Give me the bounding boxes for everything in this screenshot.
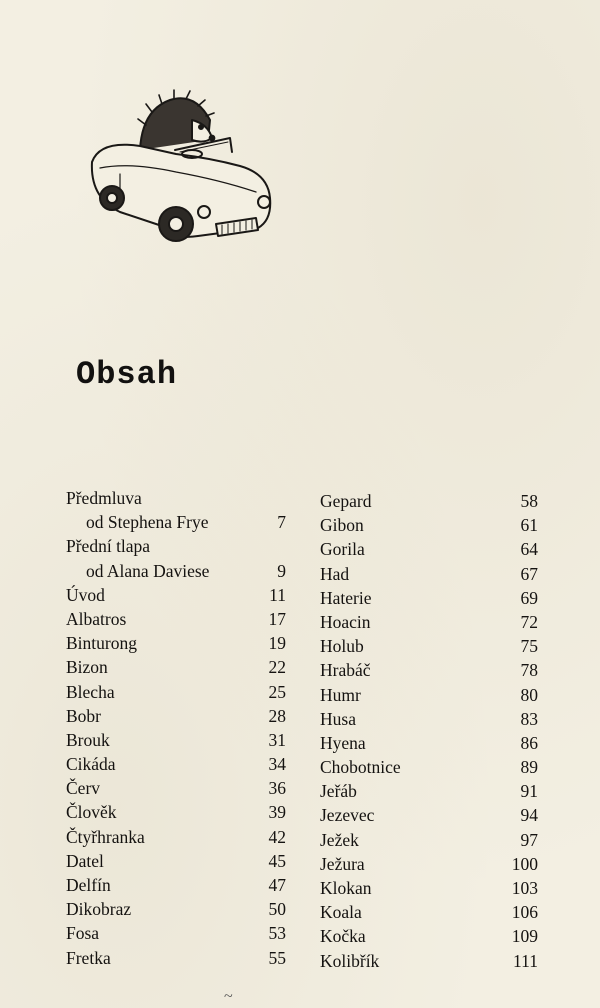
toc-entry-page: 28	[268, 705, 286, 726]
toc-entry-title: Člověk	[66, 802, 117, 823]
toc-entry	[320, 828, 538, 852]
toc-entry-title: Úvod	[66, 584, 105, 605]
toc-entry-title: Kočka	[320, 926, 366, 947]
toc-entry-title: Datel	[66, 850, 104, 871]
toc-entry-title: Chobotnice	[320, 757, 401, 778]
toc-entry-title: Červ	[66, 778, 101, 799]
toc-entry-page: 83	[520, 708, 538, 729]
toc-entry	[66, 800, 286, 824]
toc-entry-title: od Stephena Frye	[86, 512, 209, 533]
toc-entry-page: 61	[520, 515, 538, 536]
toc-entry-title: Fosa	[66, 923, 100, 944]
toc-left-column	[66, 486, 286, 970]
toc-entry	[66, 704, 286, 728]
toc-entry	[66, 680, 286, 704]
toc-entry	[320, 489, 538, 513]
toc-entry-title: Dikobraz	[66, 899, 132, 920]
toc-entry	[320, 586, 538, 610]
toc-entry-title: Bobr	[66, 705, 101, 726]
toc-entry	[320, 900, 538, 924]
toc-entry-page: 91	[520, 781, 538, 802]
toc-entry-page: 36	[268, 778, 286, 799]
toc-entry-page: 100	[511, 853, 538, 874]
toc-entry	[66, 776, 286, 800]
toc-entry-page: 111	[513, 950, 538, 971]
toc-entry-page: 109	[511, 926, 538, 947]
toc-entry	[66, 921, 286, 945]
toc-entry	[66, 946, 286, 970]
toc-entry	[320, 731, 538, 755]
toc-entry-page: 103	[511, 878, 538, 898]
toc-entry-title: Jeřáb	[320, 781, 357, 802]
toc-entry-title: Kolibřík	[320, 950, 380, 971]
toc-entry	[320, 610, 538, 634]
toc-entry-title: Ježek	[320, 829, 359, 850]
toc-entry-title: Had	[320, 563, 350, 584]
toc-entry-page: 50	[268, 899, 286, 920]
toc-entry-page: 19	[268, 633, 286, 654]
toc-entry-title: Hyena	[320, 732, 366, 753]
toc-entry	[320, 537, 538, 561]
toc-entry-page: 42	[268, 826, 286, 847]
toc-entry-page: 69	[520, 587, 538, 608]
toc-entry-page: 75	[520, 636, 538, 657]
toc-entry	[66, 631, 286, 655]
toc-entry-title: Ježura	[320, 853, 365, 874]
toc-entry-page: 31	[268, 729, 286, 750]
toc-entry-page: 64	[520, 539, 538, 560]
hedgehog-in-car-icon	[80, 80, 280, 250]
toc-entry-page: 11	[269, 584, 286, 605]
toc-entry	[320, 779, 538, 803]
page-title: Obsah	[76, 356, 178, 393]
toc-entry-title: Gepard	[320, 491, 372, 511]
toc-entry-page: 39	[268, 802, 286, 823]
toc-entry-page: 58	[520, 491, 538, 511]
toc-entry-title: Bizon	[66, 657, 108, 678]
toc-entry-title: Humr	[320, 684, 361, 705]
toc-entry-title: Předmluva	[66, 488, 142, 508]
toc-entry-page: 86	[520, 732, 538, 753]
toc-entry-title: Albatros	[66, 608, 127, 629]
toc-entry	[66, 825, 286, 849]
toc-entry-title: Čtyřhranka	[66, 826, 145, 847]
toc-entry-page: 94	[520, 805, 538, 826]
toc-entry-page: 25	[268, 681, 286, 702]
toc-entry	[320, 658, 538, 682]
toc-entry-title: od Alana Daviese	[86, 560, 210, 581]
toc-entry-page: 72	[520, 611, 538, 632]
toc-entry-title: Delfín	[66, 875, 111, 895]
toc-entry	[320, 707, 538, 731]
toc-entry	[66, 534, 286, 558]
toc-entry	[66, 873, 286, 897]
toc-entry-page: 106	[511, 902, 538, 923]
toc-entry-title: Haterie	[320, 587, 372, 608]
toc-entry-title: Koala	[320, 902, 362, 923]
toc-entry-page: 7	[277, 512, 286, 533]
toc-entry	[320, 683, 538, 707]
toc-entry	[320, 634, 538, 658]
toc-entry	[320, 876, 538, 900]
toc-entry	[320, 924, 538, 948]
toc-entry-page: 53	[268, 923, 286, 944]
toc-entry	[320, 562, 538, 586]
toc-entry-page: 67	[520, 563, 538, 584]
toc-entry-title: Klokan	[320, 878, 372, 898]
toc-entry-title: Gorila	[320, 539, 365, 560]
toc-entry-title: Hrabáč	[320, 660, 371, 681]
toc-entry	[66, 510, 286, 534]
toc-entry	[66, 607, 286, 631]
toc-entry	[66, 897, 286, 921]
toc-entry-title: Fretka	[66, 947, 111, 968]
toc-entry-title: Jezevec	[320, 805, 375, 826]
footer-mark: ~	[224, 988, 233, 1005]
toc-entry	[66, 728, 286, 752]
toc-entry-page: 17	[268, 608, 286, 629]
toc-entry-title: Blecha	[66, 681, 115, 702]
toc-entry-title: Cikáda	[66, 754, 116, 775]
toc-entry-page: 55	[268, 947, 286, 968]
toc-entry-title: Husa	[320, 708, 356, 729]
toc-entry	[66, 849, 286, 873]
toc-entry-page: 45	[268, 850, 286, 871]
toc-entry	[320, 755, 538, 779]
toc-entry	[66, 655, 286, 679]
toc-entry-title: Přední tlapa	[66, 536, 151, 557]
toc-entry-title: Holub	[320, 636, 364, 657]
toc-entry	[66, 486, 286, 510]
toc-entry-page: 89	[520, 757, 538, 778]
toc-entry	[66, 752, 286, 776]
toc-entry-page: 9	[277, 560, 286, 581]
toc-entry-page: 80	[520, 684, 538, 705]
toc-entry-page: 47	[268, 875, 286, 895]
toc-entry	[66, 559, 286, 583]
toc-entry	[320, 803, 538, 827]
toc-right-column	[320, 489, 538, 973]
toc-entry	[320, 852, 538, 876]
toc-entry-title: Binturong	[66, 633, 137, 654]
toc-entry-title: Brouk	[66, 729, 110, 750]
toc-entry	[66, 583, 286, 607]
toc-entry-page: 34	[268, 754, 286, 775]
toc-entry-title: Gibon	[320, 515, 364, 536]
toc-entry-title: Hoacin	[320, 611, 371, 632]
toc-entry-page: 22	[268, 657, 286, 678]
toc-entry	[320, 513, 538, 537]
toc-entry-page: 78	[520, 660, 538, 681]
toc-entry-page: 97	[520, 829, 538, 850]
toc-entry	[320, 949, 538, 973]
